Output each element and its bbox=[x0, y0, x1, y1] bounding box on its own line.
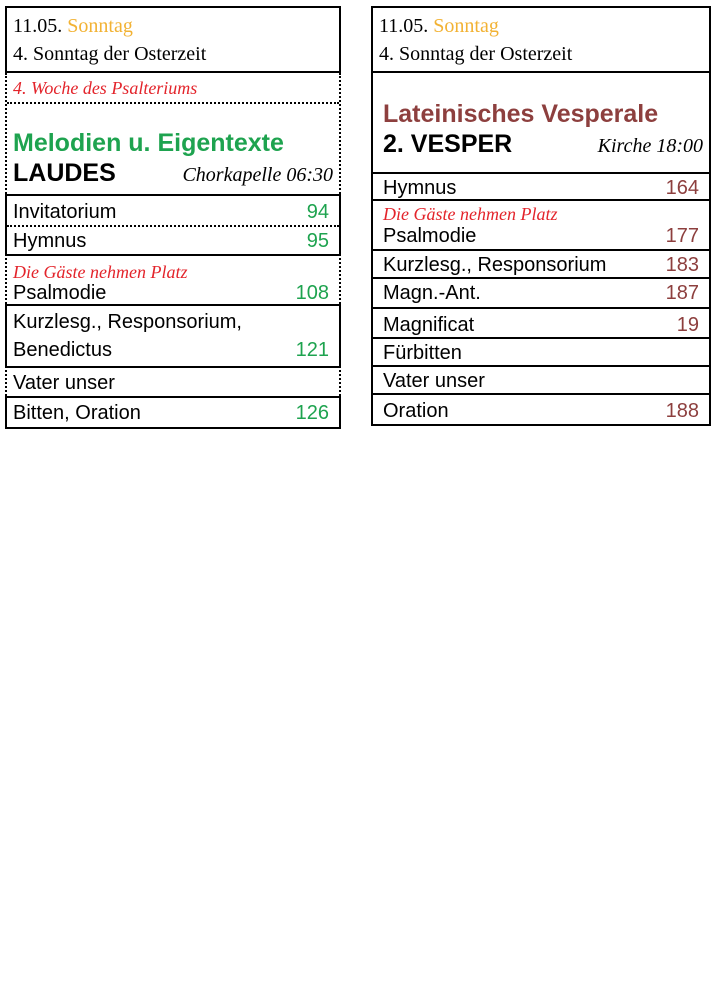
item-row bbox=[373, 341, 709, 365]
date-line bbox=[379, 12, 701, 40]
date-line bbox=[13, 12, 331, 40]
item-row bbox=[373, 224, 709, 248]
list-item bbox=[7, 196, 339, 225]
item-label: Hymnus bbox=[383, 177, 457, 199]
hour-title: 2. VESPER bbox=[383, 130, 513, 158]
feast-title: 4. Sonntag der Osterzeit bbox=[379, 43, 573, 65]
item-row bbox=[7, 371, 339, 395]
item-row bbox=[7, 282, 339, 304]
list-item bbox=[371, 172, 711, 199]
list-item bbox=[371, 365, 711, 393]
date-header bbox=[5, 6, 341, 73]
item-row bbox=[7, 401, 339, 425]
item-page: 19 bbox=[676, 314, 699, 336]
item-label-continued: Benedictus bbox=[13, 339, 112, 361]
item-page: 95 bbox=[306, 230, 329, 252]
heading-block bbox=[371, 73, 711, 172]
item-label: Invitatorium bbox=[13, 201, 117, 223]
guest-note: Die Gäste nehmen Platz bbox=[13, 262, 188, 282]
weekday: Sonntag bbox=[433, 15, 499, 37]
item-list bbox=[5, 194, 341, 254]
item-label: Vater unser bbox=[383, 370, 485, 392]
item-label: Fürbitten bbox=[383, 342, 462, 364]
list-item bbox=[371, 337, 711, 365]
item-page: 187 bbox=[665, 282, 699, 304]
item-row bbox=[7, 336, 339, 364]
list-item bbox=[5, 254, 341, 304]
weekday: Sonntag bbox=[67, 15, 133, 37]
list-item bbox=[5, 366, 341, 396]
item-label: Bitten, Oration bbox=[13, 402, 141, 424]
item-label: Hymnus bbox=[13, 230, 87, 252]
item-label: Kurzlesg., Responsorium bbox=[383, 254, 607, 276]
date: 11.05. bbox=[379, 15, 429, 37]
vesper-card bbox=[371, 6, 711, 426]
item-label: Oration bbox=[383, 400, 449, 422]
date-header bbox=[371, 6, 711, 73]
item-row bbox=[7, 308, 339, 336]
item-page: 121 bbox=[295, 339, 329, 361]
hour-place: Kirche 18:00 bbox=[597, 135, 703, 157]
item-page: 94 bbox=[306, 201, 329, 223]
guest-note: Die Gäste nehmen Platz bbox=[383, 204, 558, 224]
hour-title: LAUDES bbox=[13, 159, 116, 187]
list-item bbox=[5, 304, 341, 366]
list-item bbox=[371, 307, 711, 337]
item-page: 188 bbox=[665, 400, 699, 422]
list-item bbox=[371, 199, 711, 249]
item-label: Psalmodie bbox=[13, 282, 107, 304]
item-label: Psalmodie bbox=[383, 225, 477, 247]
feast-title: 4. Sonntag der Osterzeit bbox=[13, 43, 207, 65]
item-row bbox=[373, 281, 709, 305]
psalter-week: 4. Woche des Psalteriums bbox=[7, 73, 339, 104]
item-page: 108 bbox=[295, 282, 329, 304]
date: 11.05. bbox=[13, 15, 63, 37]
hour-line bbox=[373, 129, 709, 161]
item-label: Magnificat bbox=[383, 314, 475, 336]
item-row bbox=[373, 369, 709, 393]
list-item bbox=[371, 277, 711, 307]
hour-place: Chorkapelle 06:30 bbox=[182, 164, 333, 186]
list-item bbox=[5, 396, 341, 429]
book-title: Melodien u. Eigentexte bbox=[13, 129, 284, 157]
heading-block bbox=[5, 73, 341, 194]
item-page: 164 bbox=[665, 177, 699, 199]
book-title: Lateinisches Vesperale bbox=[383, 100, 659, 128]
list-item bbox=[371, 393, 711, 426]
hour-line bbox=[7, 158, 339, 190]
item-label: Vater unser bbox=[13, 372, 115, 394]
list-item bbox=[7, 225, 339, 254]
item-label: Magn.-Ant. bbox=[383, 282, 481, 304]
item-label: Kurzlesg., Responsorium, bbox=[13, 311, 242, 333]
item-row bbox=[373, 313, 709, 337]
list-item bbox=[371, 249, 711, 277]
item-page: 126 bbox=[295, 402, 329, 424]
item-page: 177 bbox=[665, 225, 699, 247]
item-row bbox=[373, 399, 709, 423]
item-row bbox=[373, 253, 709, 277]
laudes-card bbox=[5, 6, 341, 429]
item-row bbox=[373, 176, 709, 200]
item-page: 183 bbox=[665, 254, 699, 276]
